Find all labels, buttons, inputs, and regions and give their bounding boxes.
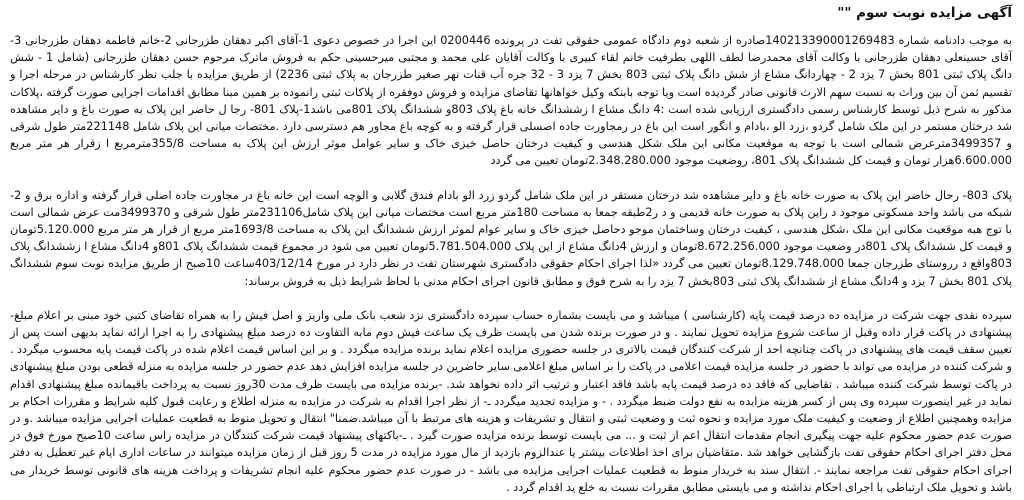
- page-title: آگهی مزایده نوبت سوم "": [837, 5, 1012, 21]
- paragraph-plot-803: پلاک 803- رحال حاضر این پلاک به صورت خانه باغ و دایر مشاهده شد درختان مستقر در این ملک شامل گردو زرد الو بادام فندق گلابی و الوچه است این خانه باغ در مجاورت جاده اصلی قرار گرفته و اداره برق و 2-شبکه می باشد واحد مسکونی موجود د راین پلاک به صورت خانه قدیمی و د ر2طبقه جمعا به مساحت 180متر مربع است مختصات میانی این پلاک شامل231106متر طول شرقی و 3499370مت عرض شمالی است با توج هبه موقعیت مکانی این ملک ،شکل هندسی ، کیفیت درختان وساختمان موجو دحاصل خیزی خاک و سایر عوام لموثر ارزش ششدانگ این پلاک به مساحت 1693/8متر مربع از قرار هر متر مربع 5.120.000تومان و قیمت کل ششدانگ پلاک 801در وضعیت موجود 8.672.256.000تومان و ارزش 4دانگ مشاع از این پلاک 5.781.504.000تومان تعیین می شود در مجموع قیمت ششدانگ پلاک 801و 4دانگ مشاع ا زششدانگ پلاک 803واقع د رروستای طزرجان جمعا 8.129.748.000تومان تعیین می گردد «لذا اجرای احکام حقوقی دادگستری شهرستان تفت در نظر دارد در مورخ 403/12/14ساعت 10صبح از طریق مزایده نوبت سوم ششدانگ پلاک 801 بخش 7 یزد و 4دانگ مشاع از ششدانگ پلاک ثبتی 803بخش 7 یزد را به شرح فوق و مطابق قانون اجرای احکام مدنی با لحاظ شرایط ذیل به فروش برساند:: [10, 188, 1013, 288]
- paragraph-auction-conditions: سپرده نقدی جهت شرکت در مزایده ده درصد قیمت پایه (کارشناسی ) میباشد و می بایست بشماره حساب سپرده دادگستری نزد شعب بانک ملی واریز و اصل فیش را به همراه تقاضای کتبی خود مبنی بر اعلام مبلغ- پیشنهادی در پاکت قرار داده وقبل از ساعت شروع مزایده تحویل نمایند . و در صورت برنده شدن می بایست ظرف یک ساعت فیش دوم مابه التفاوت ده درصد مبلغ پیشنهادی را به اجرا ارائه نماید بدیهی است پس از تعیین سقف قیمت های پیشنهادی در پاکت چنانچه احد از شرکت کنندگان قیمت بالاتری در جلسه حضوری مزایده اعلام نماید برنده مزایده میگردد . و بر این اساس قیمت اعلام شده در پاکت قیمت پایه محسوب میگردد . و شرکت کننده در مزایده می تواند با حضور در جلسه مزایده قیمت اعلامی در پاکت را بر اساس مبلغ اعلامی سایر حاضرین در جلسه مزایده افزایش دهد عدم حضور در جلسه مزایده به منزله قطعی بودن مبلغ پیشنهادی در پاکت توسط شرکت کننده میباشد . تقاضایی که فاقد ده درصد قیمت پایه باشد فاقد اعتبار و ترتیب اثر داده نخواهد شد. -برنده مزایده می بایست ظرف مدت 30روز نسبت به پرداخت باقیمانده مبلغ پیشنهادی اقدام نماید در غیر اینصورت سپرده وی پس از کسر هزینه مزایده به نفع دولت ضبط میگردد . - و مزایده تجدید میگردد ـ- از نظر اجرا اقدام به شرکت در مزایده به منزله اطلاع و رعایت قبول کلیه شرایط و مقررات احکام بر مزایده وهمچنین اطلاع از وضعیت و کیفیت ملک مورد مزایده و نحوه ثبت و وضعیت ثبتی و انتقال و تشریفات و هزینه های مرتبط با آن میباشد.ضمنا" انتقال و تحویل منوط به قطعیت عملیات اجرایی مزایده میباشد .و در صورت عدم حضور محکوم علیه جهت پیگیری انجام مقدمات انتقال اعم از ثبت و ... می بایست توسط برنده مزایده صورت گیرد . ـ-باکتهای پیشنهاد قیمت شرکت کنندگان در مزایده راس ساعت 10صبح مورخ فوق در محل دفتر اجرای احکام حقوقی تفت بازگشایی خواهد شد .متقاضیان برای اخذ اطلاعات بیشتر یا عندالزوم بازدید از مال مورد مزایده در مدت 5 روز قبل از زمان مزایده میتوانند در ساعات اداری ایام غیر تعطیل به دفتر اجرای احکام حقوقی تفت مراجعه نمایند -. انتقال سند به خریدار منوط به قطعیت عملیات اجرایی مزایده می باشد - در صورت عدم حضور محکوم علیه انجام تشریفات و پرداخت هزینه های قانونی توسط خریدار می باشد و تحویل ملک ارتباطی با اجرای احکام نداشته و می بایستی مطابق مقررات نسبت به خلع ید اقدام گردد .: [10, 308, 1012, 494]
- paragraph-spacer: [10, 290, 1012, 307]
- paragraph-spacer: [10, 170, 1012, 187]
- paragraph-ruling: به موجب دادنامه شماره 140213390001269483صادره از شعبه دوم دادگاه عمومی حقوقی تفت در پرونده 0200446 این اجرا در خصوص دعوی 1-آقای اکبر دهقان طزرجانی 2-خانم فاطمه دهقان طزرجانی 3- آقای حسینعلی دهقان طزرجانی با وکالت آقای محمدرضا لطف اللهی بطرفیت خانم لقاء کبیری با وکالت آقایان علی محمد و مجتبی میرحسینی حکم به فروش ماترک مرحوم حسن دهقان طزرجانی (شامل 1 - شش دانگ پلاک ثبتی 801 بخش 7 یزد 2 - چهاردانگ مشاع از شش دانگ پلاک ثبتی 803 بخش 7 یزد 3 - 32 جره آب قنات نهر صغیر طزرجان به پلاک ثبتی 2236) از طریق مزایده با جلب نظر کارشناس در مرحله اجرا و تقسیم ثمن آن بین وراث به نسبت سهم الارث قانونی صادر گردیده است ویا توجه بابنکه وکیل خواهانها تقاضای مزایده و فروش دوفقره از پلاکات ثبتی رانموده بر همین مبنا مطابق اقدامات اجرایی صورت گرفته ،پلاکات مذکور به شرح ذیل توسط کارشناس رسمی دادگستری ارزیابی شده است :4 دانگ مشاع ا زششدانگ خانه باغ پلاک 803و ششدانگ پلاک 801می باشد1-پلاک 801- رجا ل حاضر این پلاک به صورت باغ و دایر مشاهده شد درختان مستمر در این ملک شامل گردو ،زرد الو ،بادام و انگور است این باغ در رمجاورت جاده اصسلی قرار گرفته و به کوچه باغ مجاور هم دسترسی دارد .مختصات میانی این پلاک شامل 221148متر طول شرقی و 3499357مترعرض شمالی است با توجه به موقعیت مکانی این ملک شکل هندسی و کیفیت درختان حاصل خیزی خاک و سایر عوامل موثر ارزش این پلاک به مساحت 355/8مترمربع ا زقرار هر متر مربع 6.600.000هزار تومان و قیمت کل ششدانگ پلاک 801، روضعیت موجود 2.348.280.000تومان تعیین می گردد: [10, 34, 1012, 168]
